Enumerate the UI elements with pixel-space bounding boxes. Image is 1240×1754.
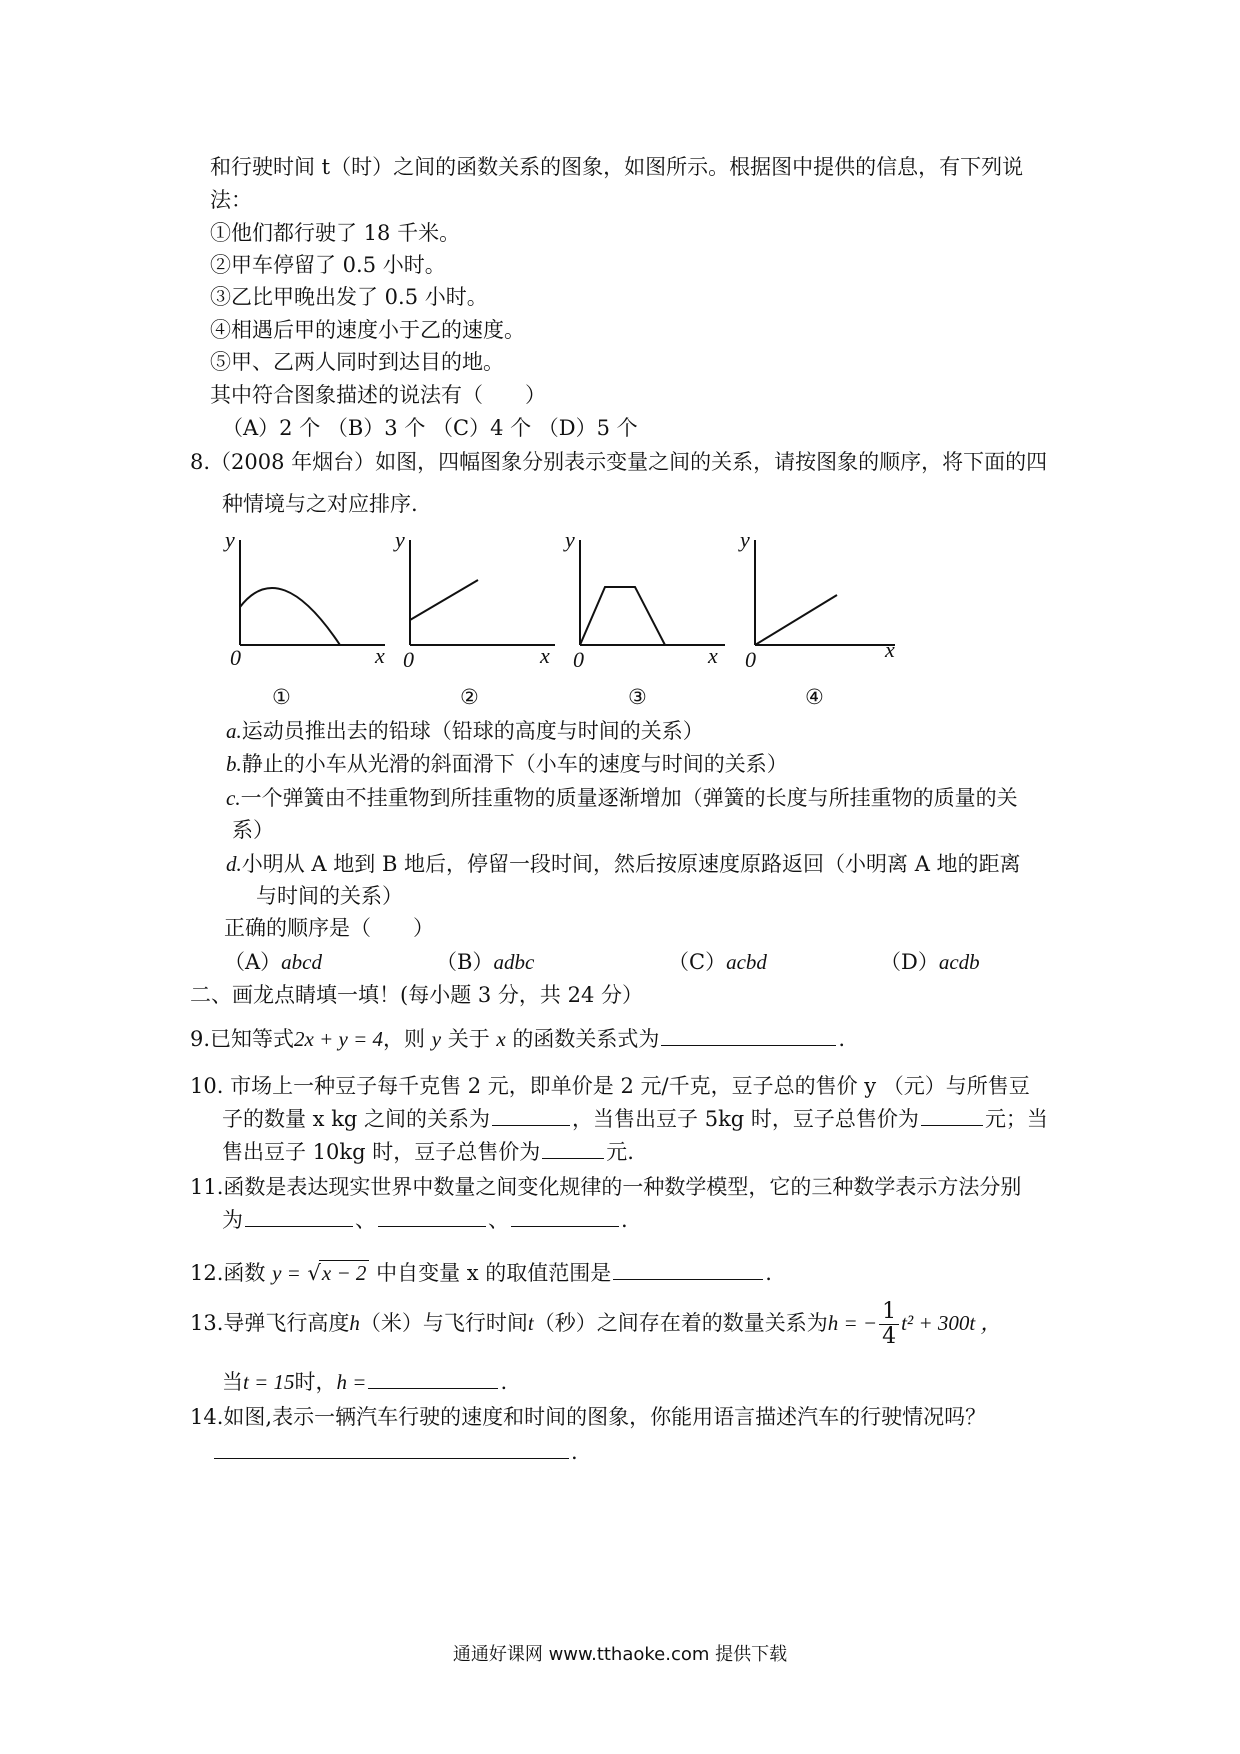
- q8-item-b-text: 静止的小车从光滑的斜面滑下（小车的速度与时间的关系）: [241, 752, 788, 776]
- q8-option-a: （A）abcd: [224, 950, 322, 974]
- q11-blank-3[interactable]: [511, 1225, 619, 1227]
- graph-1-x-label: x: [375, 643, 385, 668]
- q7-intro-line1: 和行驶时间 t（时）之间的函数关系的图象，如图所示。根据图中提供的信息，有下列说: [210, 155, 1024, 179]
- graph-2-caption: ②: [460, 685, 479, 709]
- graph-2-y-label: y: [395, 527, 405, 552]
- q8-item-b: [226, 752, 788, 777]
- q8-item-d-letter: d.: [226, 852, 242, 876]
- graph-3-x-label: x: [708, 643, 718, 668]
- q8-item-d-cont: 与时间的关系）: [256, 884, 403, 908]
- q9-answer-blank[interactable]: [661, 1044, 836, 1046]
- graph-1-caption: ①: [272, 685, 291, 709]
- q14-line2: .: [212, 1440, 578, 1465]
- q8-option-d: （D）acdb: [880, 950, 980, 974]
- graph-1-plot: [230, 535, 390, 655]
- graph-2-line: [410, 580, 478, 620]
- graph-2-plot: [400, 535, 560, 655]
- graph-4-plot: [745, 535, 905, 655]
- q7-options: （A）2 个 （B）3 个 （C）4 个 （D）5 个: [222, 416, 638, 440]
- page-footer: 通通好课网 www.tthaoke.com 提供下载: [452, 1644, 788, 1665]
- graph-4-y-label: y: [740, 527, 750, 552]
- graph-4-caption: ④: [805, 685, 824, 709]
- q8-item-d-text: 小明从 A 地到 B 地后，停留一段时间，然后按原速度原路返回（小明离 A 地的距离: [241, 852, 1021, 876]
- q9: 9.已知等式2x + y = 4，则 y 关于 x 的函数关系式为 .: [190, 1027, 846, 1051]
- q10-blank-1[interactable]: [492, 1124, 570, 1126]
- q11-blank-1[interactable]: [245, 1225, 353, 1227]
- section-2-heading: 二、画龙点睛填一填！(每小题 3 分，共 24 分）: [190, 983, 643, 1007]
- q8-question: 正确的顺序是（ ）: [224, 916, 434, 940]
- graph-3-caption: ③: [628, 685, 647, 709]
- q12-radicand: x − 2: [319, 1260, 370, 1286]
- q8-option-a-value: abcd: [281, 950, 322, 974]
- q13-fraction: $\frac{1}{4}$: [879, 1300, 899, 1349]
- q10-blank-2[interactable]: [921, 1124, 983, 1126]
- q10-line3: 售出豆子 10kg 时，豆子总售价为 元.: [222, 1140, 634, 1164]
- q8-option-b-value: adbc: [493, 950, 535, 974]
- q13-answer-blank[interactable]: [368, 1387, 498, 1389]
- q8-item-d: [226, 852, 1021, 877]
- q11-line1: 11.函数是表达现实世界中数量之间变化规律的一种数学模型，它的三种数学表示方法分别: [190, 1175, 1022, 1199]
- q8-item-a-text: 运动员推出去的铅球（铅球的高度与时间的关系）: [241, 719, 704, 743]
- q11-blank-2[interactable]: [378, 1225, 486, 1227]
- q10-blank-3[interactable]: [542, 1157, 604, 1159]
- q8-option-d-value: acdb: [938, 950, 980, 974]
- q8-item-c-cont: 系）: [232, 818, 274, 842]
- q8-item-a: [226, 719, 704, 744]
- graph-1: [225, 527, 390, 670]
- graph-2-x-label: x: [540, 643, 550, 668]
- graph-4-origin: 0: [745, 647, 756, 672]
- q8-option-b: （B）adbc: [436, 950, 535, 974]
- q8-option-c: （C）acbd: [668, 950, 767, 974]
- q7-statement-2: ②甲车停留了 0.5 小时。: [210, 253, 446, 277]
- graph-3-plot: [570, 535, 730, 655]
- q7-statement-3: ③乙比甲晚出发了 0.5 小时。: [210, 285, 488, 309]
- q7-statement-5: ⑤甲、乙两人同时到达目的地。: [210, 350, 504, 374]
- q8-item-c: [226, 786, 1018, 811]
- graph-1-y-label: y: [225, 527, 235, 552]
- q13-line2: 当t = 15时，h = .: [222, 1370, 508, 1394]
- graph-4-line: [755, 595, 837, 645]
- graph-3: [565, 527, 730, 672]
- q7-statement-4: ④相遇后甲的速度小于乙的速度。: [210, 318, 525, 342]
- q13-line1: 13.导弹飞行高度h（米）与飞行时间t（秒）之间存在着的数量关系为h = − $\frac{1}{4}$ t² + 300t ，: [190, 1299, 1002, 1350]
- graph-4: [740, 527, 905, 672]
- graph-4-x-label: x: [885, 637, 895, 662]
- q11-line2: 为 、 、 .: [222, 1208, 628, 1232]
- q7-statement-1: ①他们都行驶了 18 千米。: [210, 221, 461, 245]
- q8-item-c-text: 一个弹簧由不挂重物到所挂重物的质量逐渐增加（弹簧的长度与所挂重物的质量的关: [240, 786, 1018, 810]
- q8-option-c-value: acbd: [726, 950, 767, 974]
- q10-line1: 10. 市场上一种豆子每千克售 2 元，即单价是 2 元/千克，豆子总的售价 y （元）与所售豆: [190, 1074, 1030, 1098]
- q8-line2: 种情境与之对应排序.: [222, 492, 418, 516]
- graph-1-origin: 0: [230, 645, 241, 670]
- q12-answer-blank[interactable]: [613, 1278, 763, 1280]
- graph-3-origin: 0: [573, 647, 584, 672]
- graph-2-origin: 0: [403, 647, 414, 672]
- q10-line2: 子的数量 x kg 之间的关系为 ，当售出豆子 5kg 时，豆子总售价为 元；当: [222, 1107, 1048, 1131]
- q8-item-b-letter: b.: [226, 752, 242, 776]
- q7-intro-line2: 法：: [210, 188, 252, 212]
- q9-equation: 2x + y = 4: [294, 1027, 384, 1051]
- q8-line1: 8.（2008 年烟台）如图，四幅图象分别表示变量之间的关系，请按图象的顺序，将下面的四: [190, 450, 1048, 474]
- q8-item-c-letter: c.: [226, 786, 241, 810]
- q8-item-a-letter: a.: [226, 719, 242, 743]
- q14-line1: 14.如图,表示一辆汽车行驶的速度和时间的图象，你能用语言描述汽车的行驶情况吗？: [190, 1405, 987, 1429]
- graph-2: [395, 527, 560, 672]
- graph-3-y-label: y: [565, 527, 575, 552]
- q14-answer-blank[interactable]: [214, 1457, 569, 1459]
- sqrt-sign: √: [307, 1261, 321, 1285]
- graph-3-curve: [580, 587, 665, 645]
- q12: 12.函数 y = √x − 2 中自变量 x 的取值范围是 .: [190, 1261, 772, 1285]
- graph-1-curve: [240, 588, 340, 645]
- q7-question: 其中符合图象描述的说法有（ ）: [210, 383, 546, 407]
